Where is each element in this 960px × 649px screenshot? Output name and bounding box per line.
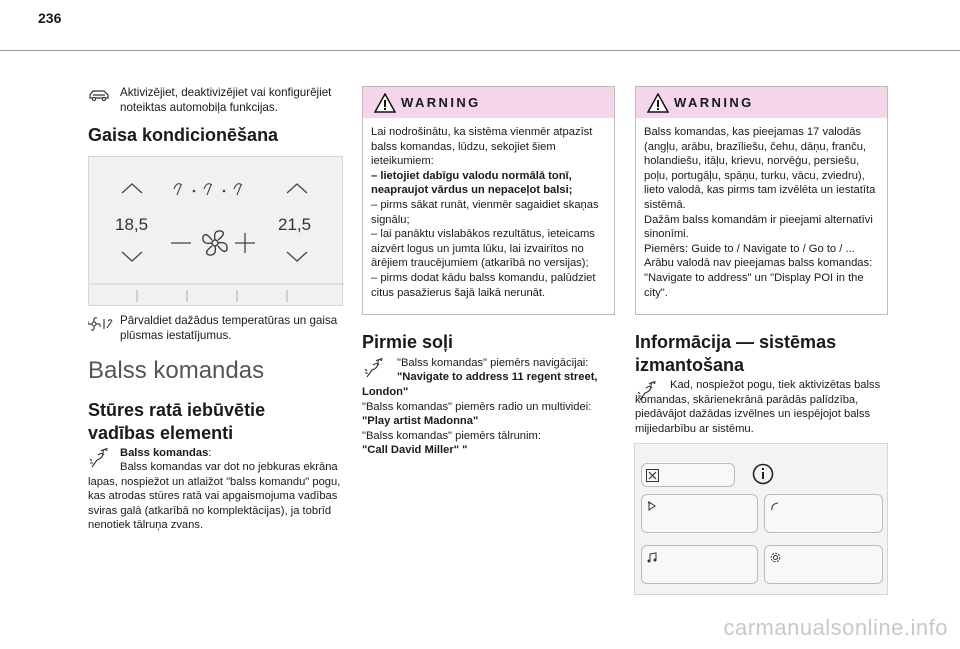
steering-colon: : (208, 447, 212, 459)
steering-heading-2: vadības elementi (88, 423, 234, 443)
temp-right[interactable]: 21,5 (278, 215, 312, 234)
warn-bullet-3: – lai panāktu vislabākos rezultātus, ieteicams aizvērt logus un jumta lūku, lai izvairītos no ārējiem traucējumiem (atkarībā no versijas); (371, 228, 595, 270)
navigation-icon (647, 501, 657, 511)
help-tile-top[interactable] (641, 463, 735, 487)
help-tile-navigation[interactable] (641, 494, 758, 533)
fs-line-2: "Navigate to address 11 regent street, London" (362, 371, 598, 398)
info-text: Kad, nospiežot pogu, tiek aktivizētas balss komandas, skārienekrānā parādās palīdzība, piedāvājot dažādas izvēlnes un iespējojot balss mijiedarbību ar sistēmu. (635, 379, 881, 435)
ac-heading: Gaisa kondicionēšana (88, 125, 279, 145)
steering-bold: Balss komandas (120, 447, 209, 459)
climate-settings-icon (88, 316, 114, 332)
warning-box-2 (635, 86, 888, 315)
header-divider (0, 50, 960, 51)
temp-left[interactable]: 18,5 (115, 215, 149, 234)
fs-line-6: "Call David Miller" " (362, 444, 468, 456)
help-tile-media[interactable] (641, 545, 758, 584)
warn-line-1: Lai nodrošinātu, ka sistēma vienmēr atpazīst balss komandas, lūdzu, sekojiet šiem ieteikumiem: (371, 126, 593, 168)
first-steps-heading: Pirmie soļi (362, 332, 454, 352)
ac-text: Pārvaldiet dažādus temperatūras un gaisa plūsmas iestatījumus. (120, 314, 338, 342)
car-icon (88, 88, 110, 102)
fs-line-4: "Play artist Madonna" (362, 415, 479, 427)
cross-box-icon (646, 469, 659, 482)
watermark: carmanualsonline.info (723, 615, 948, 640)
temp-right-up-icon (287, 184, 307, 193)
warning-box-1 (362, 86, 615, 315)
settings-icon (770, 552, 781, 563)
phone-icon (770, 501, 780, 511)
warn-text-2: Dažām balss komandām ir pieejami alternatīvi sinonīmi. (644, 213, 873, 241)
temp-right-down-icon (287, 252, 307, 261)
fan-icon (203, 231, 227, 255)
warn-bullet-2: – pirms sākat runāt, vienmēr sagaidiet skaņas signālu; (371, 198, 599, 226)
info-heading-1: Informācija — sistēmas (635, 332, 837, 352)
page-number: 236 (38, 10, 62, 26)
warn-text-1: Balss komandas, kas pieejamas 17 valodās (angļu, arābu, brazīliešu, čehu, dāņu, franču, holandiešu, itāļu, krievu, norvēģu, persiešu, poļu, portugāļu, spāņu, turku, vācu, zviedru), lieto valodā, kas pirms tam izvēlēta un iestatīta sistēmā. (644, 126, 876, 211)
voice-help-screen (634, 443, 888, 595)
fs-line-1: "Balss komandas" piemērs navigācijai: (397, 357, 589, 369)
temp-left-down-icon (122, 252, 142, 261)
warn-text-4: Arābu valodā nav pieejamas balss komandas: "Navigate to address" un "Display POI in the city". (644, 257, 873, 299)
warning-icon (374, 93, 396, 113)
temp-left-up-icon (122, 184, 142, 193)
warning-icon (647, 93, 669, 113)
help-tile-settings[interactable] (764, 545, 883, 584)
ac-panel-image (88, 156, 343, 306)
warn-bullet-1: – lietojiet dabīgu valodu normālā tonī, neapraujot vārdus un nepaceļot balsi; (371, 169, 573, 197)
voice-heading: Balss komandas (88, 357, 265, 384)
warn-text-3: Piemērs: Guide to / Navigate to / Go to / ... (644, 242, 855, 255)
info-heading-2: izmantošana (635, 355, 745, 375)
steering-heading-1: Stūres ratā iebūvētie (88, 400, 266, 420)
fs-line-3: "Balss komandas" piemērs radio un multividei: (362, 401, 592, 413)
warn-bullet-4: – pirms dodat kādu balss komandu, palūdziet citus pasažierus šajā laikā nerunāt. (371, 271, 596, 299)
steering-text: Balss komandas var dot no jebkuras ekrāna lapas, nospiežot un atlaižot "balss komandu" pogu, kas atrodas stūres ratā vai apgaismojuma vadības sviras galā (atkarībā no komplektācijas), ja tobrīd nenotiek tālruņa zvans. (88, 461, 341, 531)
warning-title-2: WARNING (674, 95, 754, 110)
help-tile-phone[interactable] (764, 494, 883, 533)
info-icon[interactable] (752, 463, 774, 485)
intro-text: Aktivizējiet, deaktivizējiet vai konfigurējiet noteiktas automobiļa funkcijas. (120, 86, 332, 114)
music-note-icon (647, 552, 657, 563)
warning-title-1: WARNING (401, 95, 481, 110)
fs-line-5: "Balss komandas" piemērs tālrunim: (362, 430, 541, 442)
